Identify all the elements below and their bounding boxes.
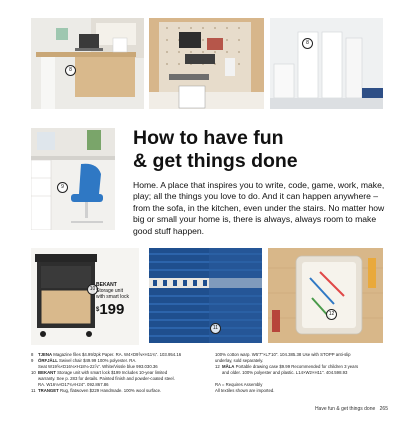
caption-number: 8 (31, 352, 34, 357)
footer-section: Have fun & get things done (314, 406, 376, 412)
pegboard-illustration (149, 18, 264, 109)
caption-text: Swivel chair $49.99 100% polyester. RA. (59, 358, 137, 363)
caption-text: Portable drawing case $9.99 Recommended for children 3 years (235, 364, 359, 369)
caption-text: Rug, flatwoven $229 Handmade. 100% wool surface. (59, 388, 162, 393)
caption-name: MÅLA (222, 364, 235, 369)
headline-line-1: How to have fun (133, 127, 284, 149)
caption-number: 9 (31, 358, 34, 363)
price-amount: 199 (99, 301, 125, 318)
product-desc-1: Storage unit (96, 288, 123, 294)
photo-badge: 8 (302, 38, 313, 49)
photo-magazine-files (270, 18, 383, 109)
caption-text: Seat W19⅝×D16⅛×H18⅛-22⅞". White/Vissle blue 993.030.36 (38, 364, 158, 369)
caption-text: warranty. See p. 283 for details. Painted finish and powder-coated steel. (38, 376, 175, 381)
caption-name: TRANGET (38, 388, 59, 393)
caption-number: 12 (215, 364, 220, 369)
caption-name: TJENA (38, 352, 53, 357)
product-desc-2: with smart lock (96, 294, 130, 300)
caption-name: ÖRFJÄLL (38, 358, 58, 363)
product-price (96, 302, 156, 317)
intro-paragraph: Home. A place that inspires you to write, code, game, work, make, play; all the things you love to do. And it can happen anywhere – from the sofa, in the kitchen, even under the stairs. No matter how big or small your home is, there is always, always room to make good stuff happen. (133, 180, 385, 236)
captions-right (215, 352, 387, 394)
page-headline (133, 127, 383, 173)
captions-left (31, 352, 209, 394)
headline-line-2: & get things done (133, 150, 298, 172)
photo-desk (31, 18, 144, 109)
caption-text: Magazine files $4.99/2pk Paper. RA. W4×D9⅝×H11¾". 103.954.16 (53, 352, 182, 357)
price-tag (96, 282, 156, 317)
photo-badge: 11 (210, 323, 221, 334)
chair-illustration (31, 128, 115, 230)
caption-number (215, 370, 222, 376)
photo-rug (149, 248, 262, 343)
caption-text: 100% cotton warp. W5'7"×L7'10". 104.385.38 Use with STOPP anti-slip (215, 352, 351, 357)
caption-row (215, 388, 387, 394)
caption-text: RA = Requires Assembly (215, 382, 263, 387)
photo-pegboard (149, 18, 264, 109)
caption-row (31, 388, 209, 394)
page-footer (315, 406, 388, 412)
caption-text: underlay, sold separately. (215, 358, 264, 363)
photo-chair (31, 128, 115, 230)
drawing-case-illustration (268, 248, 383, 343)
product-name: BEKANT (96, 282, 117, 288)
page-number: 265 (379, 406, 388, 412)
caption-text: Storage unit with smart lock $199 Includes 10-year limited (57, 370, 168, 375)
photo-drawing-case (268, 248, 383, 343)
photo-badge: 9 (57, 182, 68, 193)
caption-number: 10 (31, 370, 36, 375)
caption-text: All textiles shown are imported. (215, 388, 275, 393)
caption-text: and older. 100% polyester and plastic. L14×W2×H11". 404.598.93 (222, 370, 348, 375)
price-currency: $ (96, 307, 100, 313)
desk-illustration (31, 18, 144, 109)
caption-text: RA. W16⅛×D17¾×H24". 092.867.86 (38, 382, 109, 387)
photo-badge: 8 (65, 65, 76, 76)
caption-name: BEKANT (38, 370, 56, 375)
caption-number: 11 (31, 388, 36, 393)
photo-badge: 10 (87, 284, 98, 295)
photo-badge: 12 (326, 309, 337, 320)
magazine-files-illustration (270, 18, 383, 109)
rug-illustration (149, 248, 262, 343)
